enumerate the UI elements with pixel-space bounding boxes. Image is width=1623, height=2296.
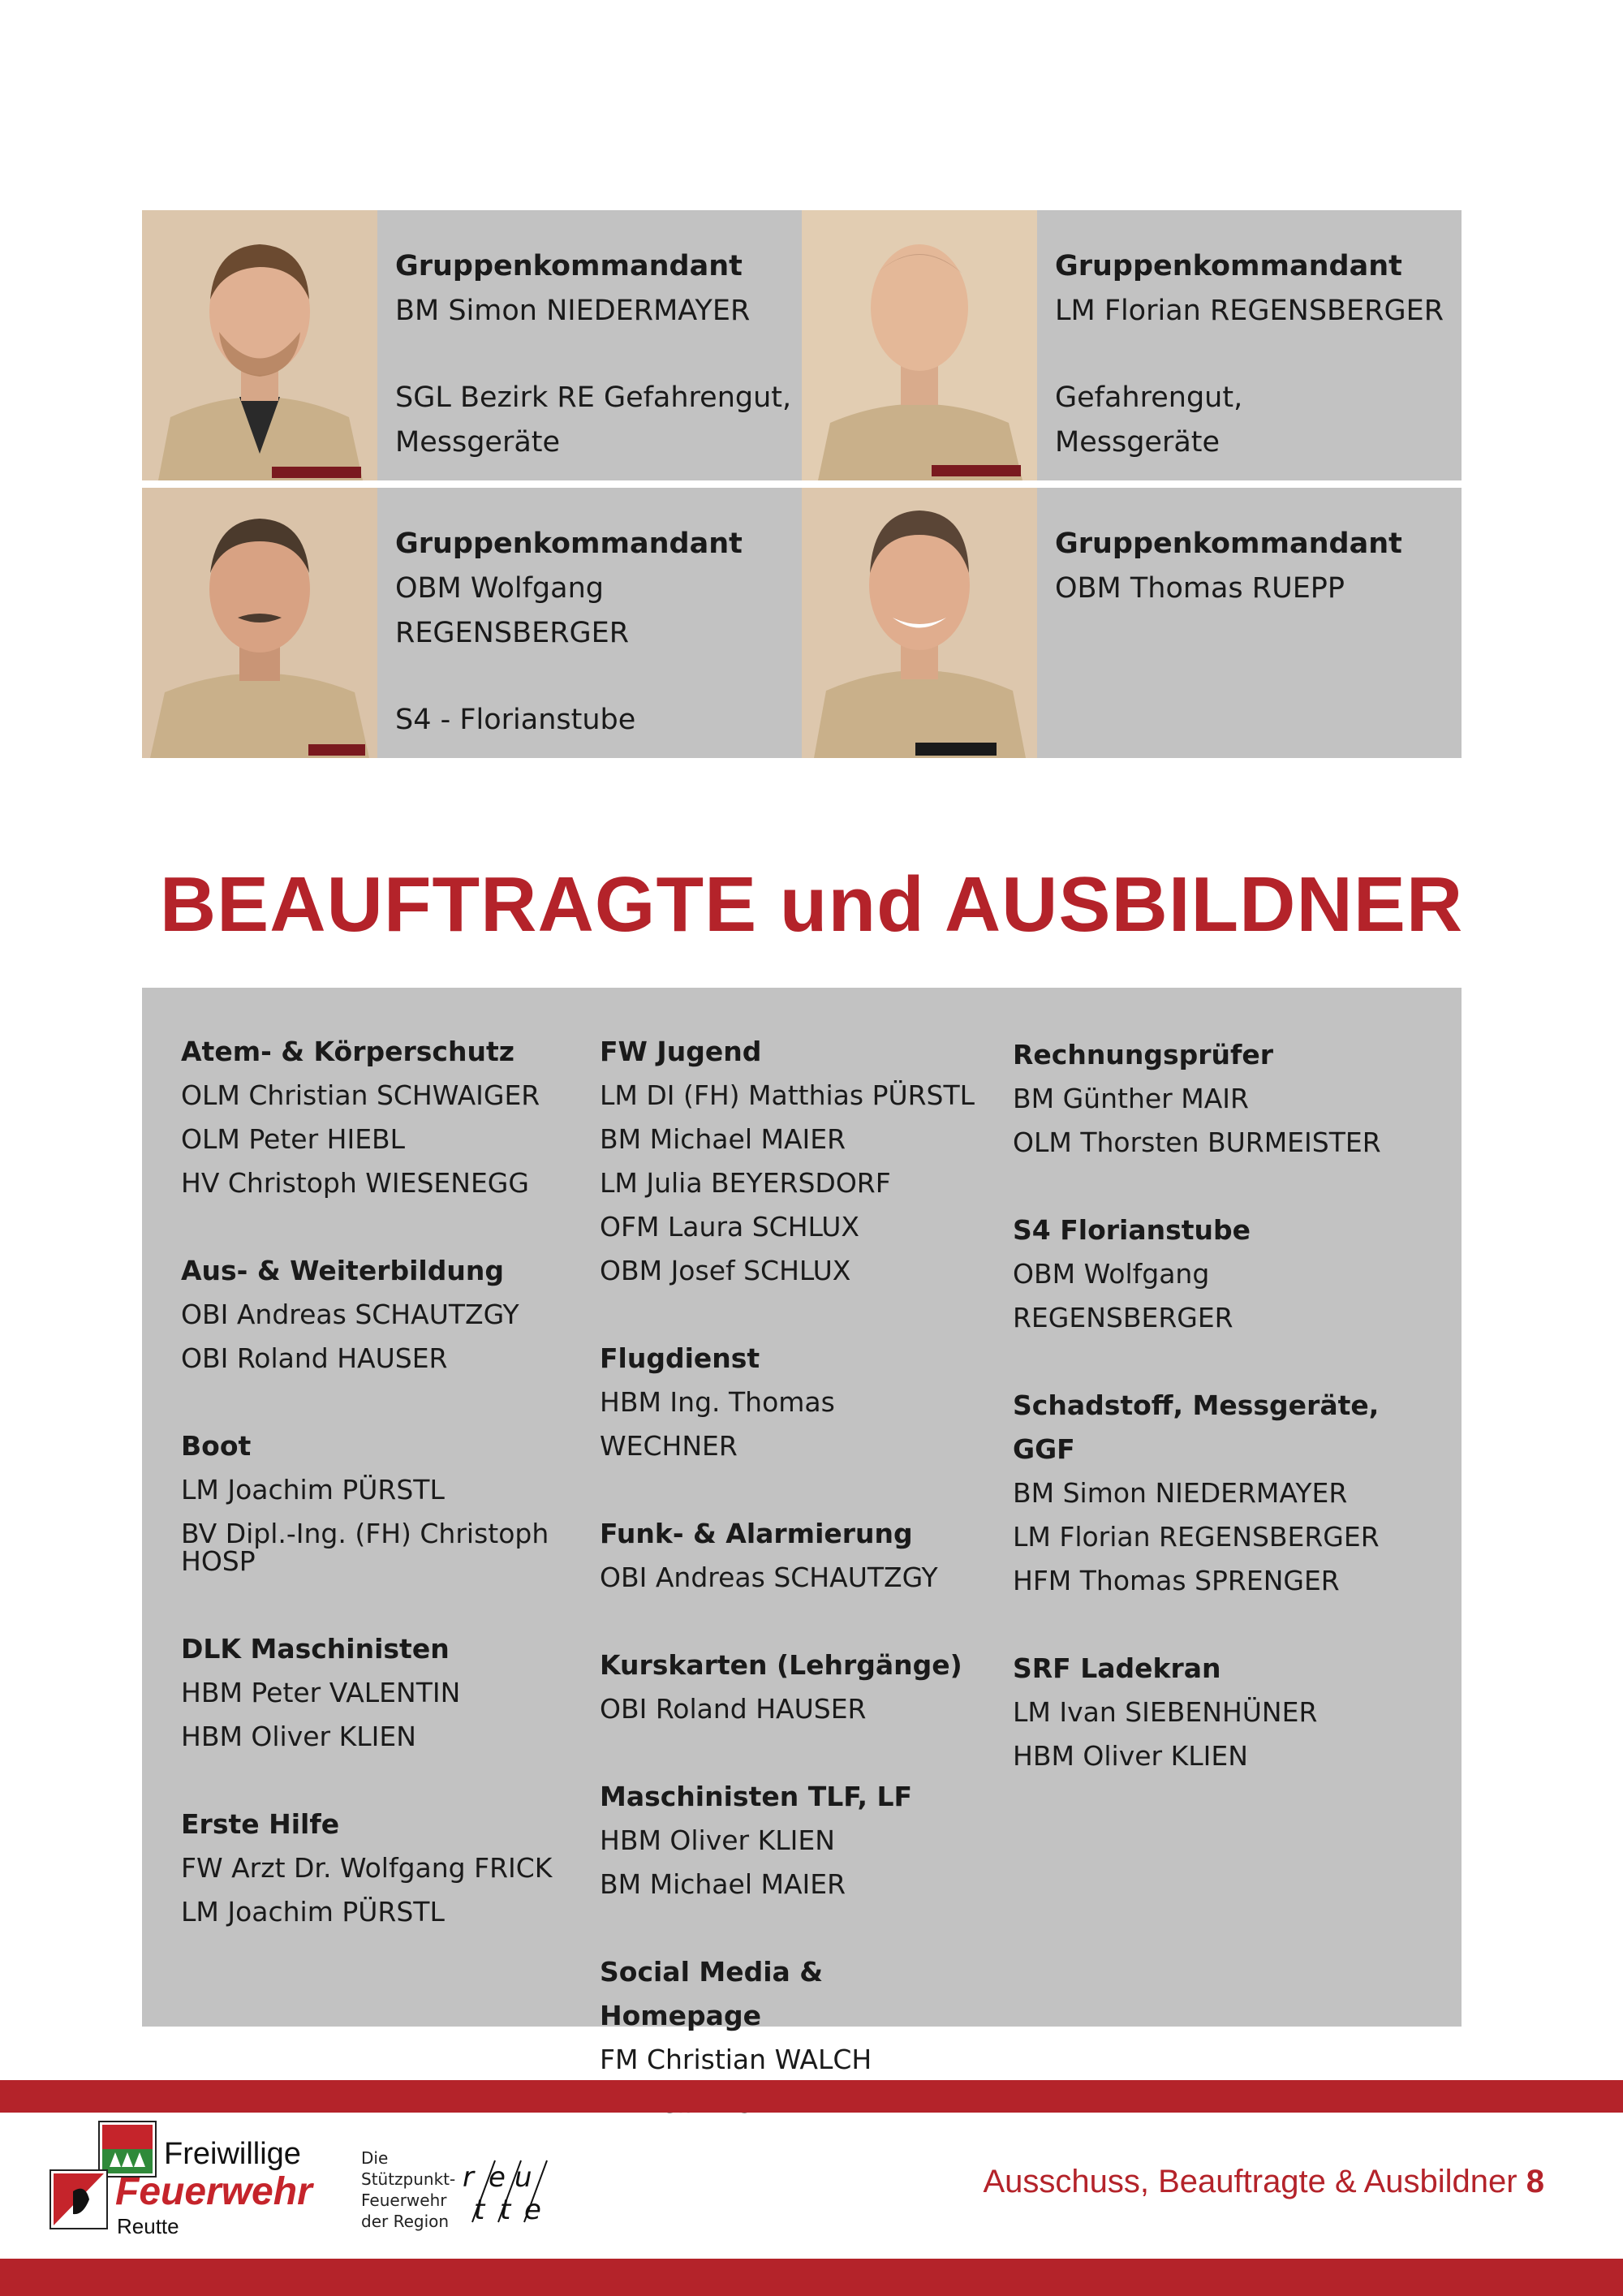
svg-text:t: t (500, 2194, 511, 2224)
person-name: OBM Josef SCHLUX (600, 1255, 851, 1286)
person-name: OLM Christian SCHWAIGER (181, 1079, 540, 1111)
card-duty: SGL Bezirk RE Gefahrengut, (395, 381, 792, 414)
role-title: DLK Maschinisten (181, 1633, 450, 1665)
person-name: HBM Oliver KLIEN (1013, 1740, 1248, 1772)
role-section (181, 1249, 562, 1381)
role-title: Rechnungsprüfer (1013, 1039, 1273, 1070)
person-name: HBM Oliver KLIEN (181, 1721, 416, 1752)
card-text (1055, 244, 1453, 465)
person-name: OLM Thorsten BURMEISTER (1013, 1126, 1381, 1158)
card-niedermayer (142, 210, 802, 480)
role-section (181, 1424, 562, 1583)
role-section (600, 1775, 981, 1906)
person-name: HFM Thomas SPRENGER (1013, 1565, 1340, 1596)
role-title: Schadstoff, Messgeräte, GGF (1013, 1389, 1380, 1465)
card-text (395, 244, 794, 465)
footer-band-bottom (0, 2259, 1623, 2296)
svg-text:e: e (524, 2194, 541, 2224)
person-name: HBM Ing. Thomas WECHNER (600, 1386, 835, 1462)
role-section (1013, 1384, 1435, 1603)
portrait-photo (802, 210, 1037, 480)
role-title: Erste Hilfe (181, 1808, 340, 1840)
person-name: OBI Roland HAUSER (181, 1342, 448, 1374)
logo-line2: Feuerwehr (115, 2170, 312, 2213)
person-name: OBI Andreas SCHAUTZGY (600, 1562, 938, 1593)
role-title: Kurskarten (Lehrgänge) (600, 1649, 962, 1681)
card-name: OBM Thomas RUEPP (1055, 572, 1345, 605)
column-3 (1013, 1033, 1435, 1822)
person-name: BM Michael MAIER (600, 1868, 846, 1900)
role-section (600, 1337, 981, 1468)
person-name: OBI Roland HAUSER (600, 1693, 867, 1725)
svg-text:t: t (474, 2194, 485, 2224)
role-section (600, 1030, 981, 1293)
column-2 (600, 1030, 981, 2169)
card-role: Gruppenkommandant (395, 250, 743, 282)
portrait-photo (142, 488, 377, 758)
person-name: LM Ivan SIEBENHÜNER (1013, 1696, 1318, 1728)
card-duty: Messgeräte (395, 426, 561, 459)
role-title: Aus- & Weiterbildung (181, 1255, 504, 1286)
role-section (1013, 1647, 1435, 1778)
role-title: FW Jugend (600, 1036, 762, 1067)
reutte-logo (456, 2159, 553, 2224)
person-name: LM Joachim PÜRSTL (181, 1474, 445, 1506)
card-role: Gruppenkommandant (395, 528, 743, 560)
role-section (600, 1643, 981, 1731)
person-name: HV Christoph WIESENEGG (181, 1167, 529, 1199)
role-title: Boot (181, 1430, 252, 1462)
card-name: OBM Wolfgang REGENSBERGER (395, 572, 630, 649)
card-name: BM Simon NIEDERMAYER (395, 295, 751, 327)
footer-band-top (0, 2080, 1623, 2113)
person-name: FW Arzt Dr. Wolfgang FRICK (181, 1852, 553, 1884)
person-name: OLM Peter HIEBL (181, 1123, 406, 1155)
role-title: Maschinisten TLF, LF (600, 1781, 913, 1812)
group-commanders (142, 210, 1462, 758)
svg-text:r: r (463, 2161, 474, 2194)
column-1 (181, 1030, 562, 1978)
logo-line3: Reutte (117, 2214, 179, 2238)
role-section (600, 1512, 981, 1600)
svg-text:e: e (489, 2161, 506, 2194)
person-name: BM Günther MAIR (1013, 1083, 1249, 1114)
card-duty: Messgeräte (1055, 426, 1220, 459)
card-duty: Gefahrengut, (1055, 381, 1243, 414)
role-title: Social Media & Homepage (600, 1956, 824, 2031)
role-title: SRF Ladekran (1013, 1652, 1221, 1684)
card-ruepp (802, 488, 1462, 758)
person-name: LM DI (FH) Matthias PÜRSTL (600, 1079, 975, 1111)
role-title: Funk- & Alarmierung (600, 1518, 913, 1549)
svg-text:u: u (514, 2161, 532, 2194)
card-role: Gruppenkommandant (1055, 250, 1402, 282)
card-role: Gruppenkommandant (1055, 528, 1402, 560)
page-number: 8 (1526, 2164, 1544, 2199)
role-section (1013, 1208, 1435, 1340)
portrait-photo (142, 210, 377, 480)
person-name: OFM Laura SCHLUX (600, 1211, 860, 1243)
role-section (181, 1803, 562, 1934)
role-section (181, 1030, 562, 1205)
trainers-panel (142, 988, 1462, 2075)
card-text (395, 522, 794, 743)
footer-page-title: Ausschuss, Beauftragte & Ausbildner 8 (983, 2164, 1544, 2199)
card-text (1055, 522, 1453, 611)
person-name: HBM Peter VALENTIN (181, 1677, 461, 1708)
card-duty: S4 - Florianstube (395, 704, 636, 736)
card-name: LM Florian REGENSBERGER (1055, 295, 1444, 327)
stuetzpunkt-text: Die Stützpunkt- Feuerwehr der Region (361, 2148, 456, 2231)
logo-line1: Freiwillige (164, 2137, 301, 2171)
role-section (1013, 1033, 1435, 1165)
person-name: LM Florian REGENSBERGER (1013, 1521, 1380, 1553)
feuerwehr-logo (49, 2118, 341, 2240)
portrait-photo (802, 488, 1037, 758)
role-title: Atem- & Körperschutz (181, 1036, 514, 1067)
person-name: OBM Wolfgang REGENSBERGER (1013, 1258, 1233, 1333)
person-name: BV Dipl.-Ing. (FH) Christoph HOSP (181, 1518, 549, 1577)
card-f-regensberger (802, 210, 1462, 480)
person-name: LM Julia BEYERSDORF (600, 1167, 891, 1199)
section-heading: BEAUFTRAGTE und AUSBILDNER (159, 861, 1464, 948)
person-name: OBI Andreas SCHAUTZGY (181, 1299, 519, 1330)
role-title: Flugdienst (600, 1342, 760, 1374)
card-w-regensberger (142, 488, 802, 758)
role-section (181, 1627, 562, 1759)
person-name: FM Christian WALCH (600, 2044, 872, 2075)
person-name: BM Michael MAIER (600, 1123, 846, 1155)
person-name: HBM Oliver KLIEN (600, 1824, 835, 1856)
person-name: LM Joachim PÜRSTL (181, 1896, 445, 1928)
role-title: S4 Florianstube (1013, 1214, 1251, 1246)
person-name: BM Simon NIEDERMAYER (1013, 1477, 1348, 1509)
